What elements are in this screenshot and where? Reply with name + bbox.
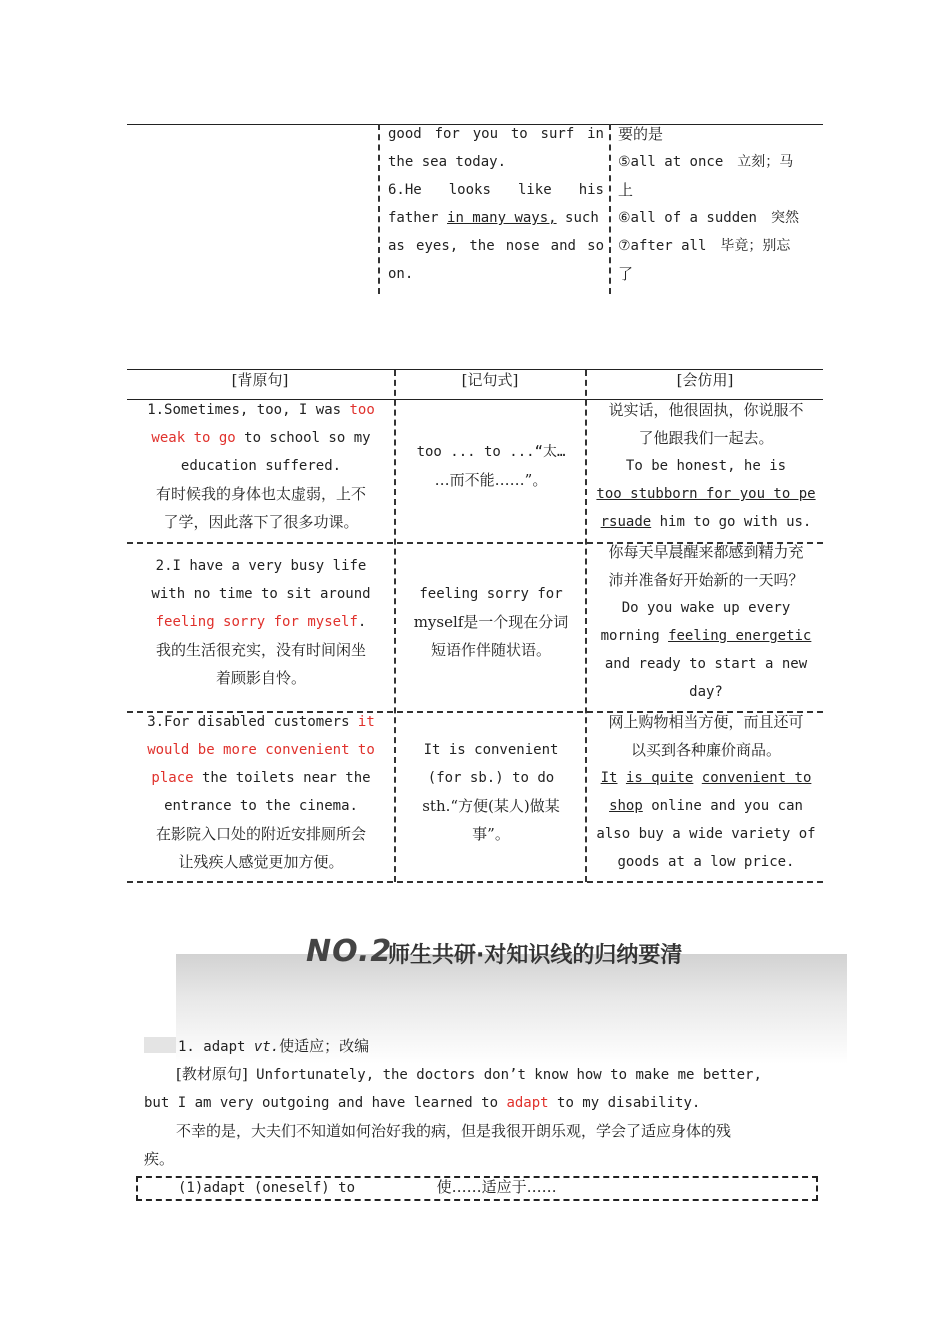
text-line: the sea today. (388, 154, 507, 170)
headword-meaning: 使适应；改编 (279, 1037, 370, 1055)
text-span: . (357, 614, 367, 630)
text-line: 短语作伴随状语。 (430, 641, 551, 659)
row-divider (127, 881, 823, 883)
text-span: 1.Sometimes, too, I was (147, 402, 350, 418)
text-line: feeling sorry for (419, 586, 563, 602)
header-pattern: [记句式] (461, 371, 519, 389)
translation-line: 不幸的是，大夫们不知道如何治好我的病，但是我很开朗乐观，学会了适应身体的残 (176, 1122, 732, 1140)
phrase-line (178, 1177, 557, 1198)
text-span: Unfortunately, the doctors don’t know how to make me better, (247, 1067, 762, 1083)
text-line: ⑤all at once 立刻；马 (618, 154, 794, 170)
translation-line: 让残疾人感觉更加方便。 (178, 853, 344, 871)
text-line: and ready to start a new (604, 656, 808, 672)
text-line: ⑥all of a sudden 突然 (618, 210, 799, 226)
text-line: ⑦after all 毕竟；别忘 (618, 238, 791, 254)
row3-imitate (592, 708, 820, 876)
translation-line: 着顾影自怜。 (215, 669, 306, 687)
text-line: goods at a low price. (617, 854, 795, 870)
answer-underline: is quite (625, 770, 694, 786)
text-line (135, 708, 387, 736)
section-title: 师生共研·对知识线的归纳要清 (388, 943, 683, 968)
text-line: 了他跟我们一起去。 (638, 429, 774, 447)
phrase: (1)adapt (oneself) to (178, 1180, 356, 1196)
text-line (388, 204, 604, 232)
text-line: To be honest, he is (625, 458, 787, 474)
col-divider (585, 370, 587, 882)
translation-line: 疾。 (144, 1150, 175, 1168)
answer-underline: It (600, 770, 618, 786)
row3-pattern (400, 736, 582, 848)
highlight-phrase: feeling sorry for myself (155, 614, 358, 630)
text-line: 沛并准备好开始新的一天吗？ (608, 571, 804, 589)
text-line: day? (689, 684, 723, 700)
text-line (135, 764, 387, 792)
answer-underline: feeling energetic (668, 628, 812, 644)
text-line: 2.I have a very busy life (155, 558, 367, 574)
row2-imitate (592, 538, 820, 706)
text-line: 了 (618, 265, 634, 283)
row3-original (135, 708, 387, 876)
underlined-phrase: in many ways, (447, 210, 557, 226)
text-line (592, 764, 820, 792)
text-line: too ... to ...“太… (416, 444, 566, 460)
header-imitate: [会仿用] (676, 371, 734, 389)
row1-pattern (400, 438, 582, 494)
section-number: NO.2 (306, 934, 393, 969)
text-line: 上 (618, 181, 634, 199)
text-line: with no time to sit around (151, 586, 371, 602)
text-line: 以买到各种廉价商品。 (630, 741, 781, 759)
highlight-phrase: would be more convenient to (147, 742, 375, 758)
text-line: on. (388, 266, 414, 282)
text-line (135, 424, 387, 452)
row2-original (135, 552, 387, 692)
text-line: 网上购物相当方便，而且还可 (608, 713, 804, 731)
highlight-word: adapt (506, 1095, 549, 1111)
text-line (592, 508, 820, 536)
text-line: education suffered. (180, 458, 342, 474)
sentence-label: [教材原句] (176, 1065, 248, 1083)
translation-line: 了学，因此落下了很多功课。 (163, 513, 359, 531)
answer-underline: convenient to (701, 770, 812, 786)
text-line: also buy a wide variety of (596, 826, 816, 842)
vocab-headword (178, 1032, 369, 1061)
row1-original (135, 396, 387, 536)
text-line: 6.He looks like his (388, 182, 604, 198)
translation-line: 在影院入口处的附近安排厕所会 (155, 825, 366, 843)
text-span: the toilets near the (193, 770, 371, 786)
text-span: father (388, 210, 439, 226)
text-line (135, 396, 387, 424)
text-line: 说实话，他很固执，你说服不 (608, 401, 804, 419)
text-line: 你每天早晨醒来都感到精力充 (608, 543, 804, 561)
text-line: entrance to the cinema. (164, 798, 358, 814)
text-line: …而不能……”。 (434, 471, 548, 489)
text-line (592, 622, 820, 650)
text-line: (for sb.) to do (427, 770, 555, 786)
text-span: to my disability. (548, 1095, 701, 1111)
text-line: good for you to surf in (388, 126, 604, 142)
text-span: him to go with us. (651, 514, 812, 530)
phrase-meaning: 使……适应于…… (436, 1178, 557, 1196)
top-col2 (388, 120, 604, 288)
text-span: 3.For disabled customers (147, 714, 358, 730)
highlight-phrase: place (151, 770, 194, 786)
translation-line: 我的生活很充实，没有时间闲坐 (155, 641, 366, 659)
answer-underline: rsuade (600, 514, 652, 530)
text-line (135, 608, 387, 636)
text-line: sth.“方便(某人)做某 (422, 797, 560, 815)
text-line (144, 1060, 816, 1089)
col-divider (394, 370, 396, 882)
text-span: morning (600, 628, 669, 644)
col-divider (378, 124, 380, 294)
text-line: 要的是 (618, 125, 664, 143)
part-of-speech: vt. (253, 1039, 280, 1055)
header-original: [背原句] (231, 371, 289, 389)
row2-pattern (400, 580, 582, 664)
text-line: It is convenient (423, 742, 559, 758)
answer-underline: shop (609, 798, 643, 814)
text-line (144, 1089, 816, 1117)
textbook-sentence (144, 1060, 816, 1173)
col-divider (609, 124, 611, 294)
text-line (592, 792, 820, 820)
text-span: but I am very outgoing and have learned to (144, 1095, 507, 1111)
text-line: as eyes, the nose and so (388, 238, 604, 254)
text-span: online and you can (642, 798, 803, 814)
answer-underline: too stubborn for you to pe (596, 486, 816, 502)
item-marker (144, 1037, 176, 1053)
highlight-phrase: it (357, 714, 375, 730)
text-line: Do you wake up every (621, 600, 791, 616)
highlight-phrase: weak to go (151, 430, 236, 446)
row1-imitate (592, 396, 820, 536)
text-span: to school so my (235, 430, 371, 446)
headword: 1. adapt (178, 1039, 254, 1055)
highlight-phrase: too (349, 402, 375, 418)
top-col3 (618, 120, 818, 288)
text-line: myself是一个现在分词 (413, 613, 569, 631)
text-span: such (565, 210, 599, 226)
text-line: 事”。 (472, 825, 510, 843)
translation-line: 有时候我的身体也太虚弱，上不 (155, 485, 366, 503)
